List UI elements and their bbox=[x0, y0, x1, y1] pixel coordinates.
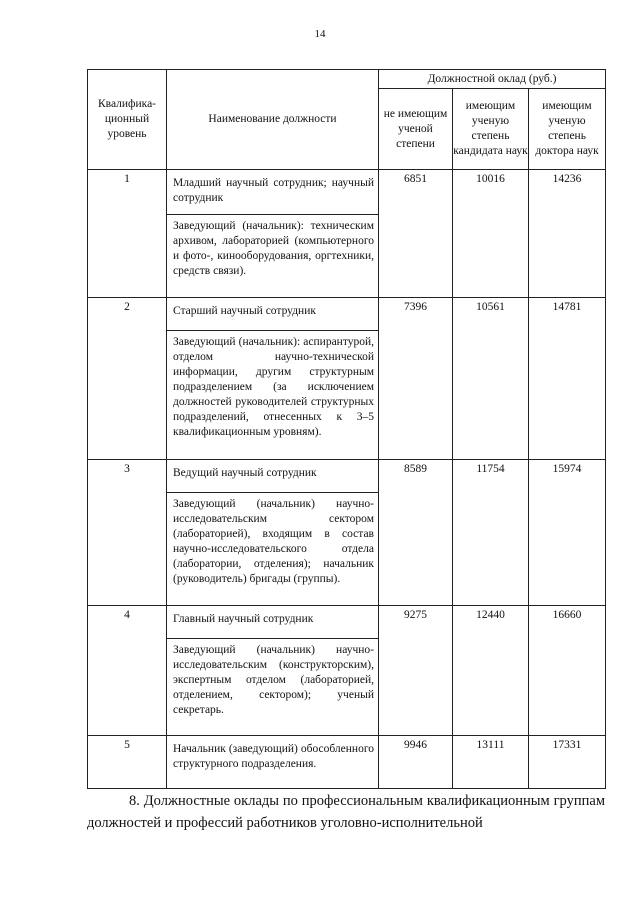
position-name: Главный научный сотрудник bbox=[167, 606, 379, 639]
table-row bbox=[88, 736, 606, 789]
salary-no-degree: 6851 bbox=[379, 170, 453, 298]
table-row bbox=[88, 298, 606, 331]
header-salary-group: Должностной оклад (руб.) bbox=[379, 70, 606, 89]
table-row bbox=[88, 606, 606, 639]
position-name: Заведующий (начальник): техническим архивом, лабораторией (компьютерного и фото-, кинооборудования, оргтехники, средств связи). bbox=[167, 215, 379, 298]
header-position-name: Наименование должности bbox=[167, 70, 379, 170]
salary-no-degree: 9275 bbox=[379, 606, 453, 736]
position-name: Младший научный сотрудник; научный сотрудник bbox=[167, 170, 379, 215]
qualification-level: 1 bbox=[88, 170, 167, 298]
qualification-level: 5 bbox=[88, 736, 167, 789]
position-name: Заведующий (начальник) научно-исследовательским (конструкторским), экспертным отделом (лабораторией, отделением, сектором); ученый секретарь. bbox=[167, 639, 379, 736]
page-number: 14 bbox=[314, 28, 326, 40]
salary-table bbox=[87, 69, 606, 789]
salary-candidate: 12440 bbox=[453, 606, 529, 736]
table-row bbox=[88, 170, 606, 215]
qualification-level: 3 bbox=[88, 460, 167, 606]
qualification-level: 2 bbox=[88, 298, 167, 460]
body-paragraph: 8. Должностные оклады по профессиональным квалификационным группам должностей и профессий работников уголовно-исполнительной bbox=[87, 793, 605, 831]
position-name: Ведущий научный сотрудник bbox=[167, 460, 379, 493]
qualification-level: 4 bbox=[88, 606, 167, 736]
salary-doctor: 16660 bbox=[529, 606, 606, 736]
salary-candidate: 10016 bbox=[453, 170, 529, 298]
header-no-degree: не имеющим ученой степени bbox=[379, 89, 453, 170]
salary-doctor: 17331 bbox=[529, 736, 606, 789]
header-qualification-level: Квалифика-ционный уровень bbox=[88, 70, 167, 170]
header-doctor: имеющим ученую степень доктора наук bbox=[529, 89, 606, 170]
position-name: Заведующий (начальник) научно-исследовательским сектором (лабораторией), входящим в состав научно-исследовательского отдела (лаборатории, отделения); начальник (руководитель) бригады (группы). bbox=[167, 493, 379, 606]
salary-doctor: 14236 bbox=[529, 170, 606, 298]
salary-candidate: 10561 bbox=[453, 298, 529, 460]
position-name: Заведующий (начальник): аспирантурой, отделом научно-технической информации, другим структурным подразделением (за исключением должностей руководителей структурных подразделений, отнесенных к 3–5 квалификационным уровням). bbox=[167, 331, 379, 460]
salary-no-degree: 9946 bbox=[379, 736, 453, 789]
table-header-row bbox=[88, 70, 606, 89]
salary-doctor: 14781 bbox=[529, 298, 606, 460]
salary-no-degree: 8589 bbox=[379, 460, 453, 606]
position-name: Начальник (заведующий) обособленного структурного подразделения. bbox=[167, 736, 379, 789]
table-row bbox=[88, 460, 606, 493]
position-name: Старший научный сотрудник bbox=[167, 298, 379, 331]
salary-candidate: 13111 bbox=[453, 736, 529, 789]
salary-doctor: 15974 bbox=[529, 460, 606, 606]
header-candidate: имеющим ученую степень кандидата наук bbox=[453, 89, 529, 170]
salary-no-degree: 7396 bbox=[379, 298, 453, 460]
salary-candidate: 11754 bbox=[453, 460, 529, 606]
